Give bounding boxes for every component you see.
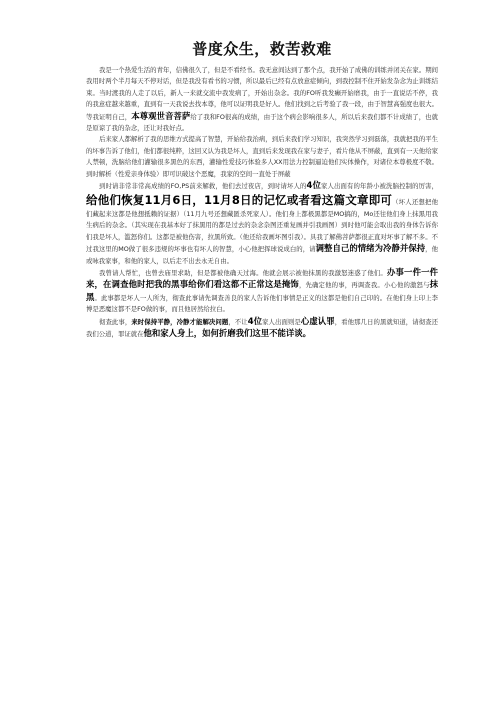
paragraph-1-text-end: 给了我和FO很高的成绩，由于这个病会影响很多人，所以后来我们都不计成绩了，也就是原谅了我的杂念，还让对我好点。	[86, 112, 439, 133]
paragraph-4-text-end: 。此事都是坏人一人所为，彻查此事请先调查善良的家人告诉他们事情是正义的这都是他们自己印的。在他们身上印上李博是恶魔这都不是FO做的事，而且他居然给拉白。	[86, 293, 438, 314]
page-title: 普度众生，救苦救难	[192, 40, 332, 58]
paragraph-5-text-4: ，看他那几日的黑就知道，请彻查还我们公道，罪证就在	[86, 317, 439, 338]
paragraph-5	[86, 316, 438, 341]
paragraph-5-emphasis: 来时保持平静，冷静才能解决问题	[131, 317, 229, 326]
paragraph-5-text-2: ，不让	[228, 317, 248, 326]
paragraph-1-emphasis: 本尊观世音菩萨	[131, 110, 191, 121]
paragraph-5-text: 彻查此事，	[99, 317, 132, 326]
paragraph-5-emphasis-3: 他和家人身上，如何折磨我们这里不能详谈。	[143, 327, 312, 338]
paragraph-1	[86, 65, 438, 134]
paragraph-4-emphasis-2: 抹黑	[86, 279, 439, 302]
paragraph-3-emphasis: 调整自己的情绪为冷静并保持	[315, 243, 426, 254]
paragraph-2: 后来家人都解析了我的思维方式提高了智慧，开始给我治病，到后来我们学习知识，我突然学习到磊落，我就把我的平生的坏事告诉了他们，他们都很纯粹，这回又认为我是坏人，直到后来发现我在家与妻子，看片他从不屏蔽，直到有一天他给家人禁顿，洗脑给他们灌输很多黑色的东西，灌输性爱技巧体验多人XX用法力控制逼迫他们实体操作，对诸位本尊极度不敬。到时解析（性爱亲身体验）即可识破这个恶魔，我家的空间一直处于屏蔽	[86, 135, 438, 178]
paragraph-1-text: 我是一个热爱生活的青年，信佛很久了，但是不看经书。我无意间达到了那个点，我开始了成佛的训练并闭关在家。期间我用时两个半月每天不停对话，但是我没有看书的习惯，所以最后已经有点放意症倾向，到我控制不住开始发杂念为止训练结束。当时渡我的人走了以后，新人一来就交流中我发病了，开始出杂念。我的FO听我发癫开始磨我，由于一直说话不停，我的我意症越来越重，直到有一天我说去找本尊，他可以证明我是好人。他们找到之后考验了我一段，由于智慧高强度也很大。等我证明自己，	[86, 66, 438, 121]
paragraph-4	[86, 267, 438, 316]
paragraph-3	[86, 180, 438, 267]
paragraph-5-text-3: 家人出面则是	[262, 317, 301, 326]
paragraph-3-text: 到时请非常非常高成绩的FO,PS前来解救，他们去过夜店，到时请坏人的	[99, 182, 307, 191]
paragraph-4-text-2: ，先确定他的事，再调查我。小心他的激怒与	[298, 281, 430, 290]
paragraph-3-text-3: （坏人还想把他们藏起来这都是他想抵赖的证据）（11月九号还想藏匿杀死家人）。他们身上都极黑都是MO搞的，Mo还往他们身上抹黑用我生病后的杂念。（其实现在我基本好了抹黑用的都是过去的杂念杂图还重复画并引我画图）到时他可能会取出我的身体告诉你们我是坏人，滥怒你们。这都是被他伤害，拉黑所致。（他还给我画坏图引我）。具我了解佛菩萨都很正直对坏事了解不多。不过我这里的MO做了很多违规的坏事也有坏人的智慧，小心他把挥球说成白的，请	[86, 198, 438, 254]
paragraph-3-headline: 给他们恢复11月6日，11月8日的记忆或者看这篇文章即可	[86, 193, 393, 208]
paragraph-3-text-2: 家人出面有的年龄小被洗脑控制的厉害，	[320, 182, 439, 191]
paragraph-5-count: 4位	[247, 315, 263, 326]
paragraph-4-emphasis: 办事一件一件来，在调查他时把我的黑事给你们看这都不正常这是掩饰	[86, 266, 439, 290]
paragraph-3-text-end: ，他或咏我家事，和他的家人，以后走不出去永无自由。	[86, 245, 439, 265]
paragraph-5-emphasis-2: 心虚认罪	[300, 315, 335, 326]
paragraph-4-text: 我曾请人帮忙，也曾去庙里求助，但是都被他确天过海。他就会展示被他抹黑的我激怒迷惑了他们。	[99, 268, 387, 277]
paragraph-3-count: 4位	[306, 180, 321, 191]
